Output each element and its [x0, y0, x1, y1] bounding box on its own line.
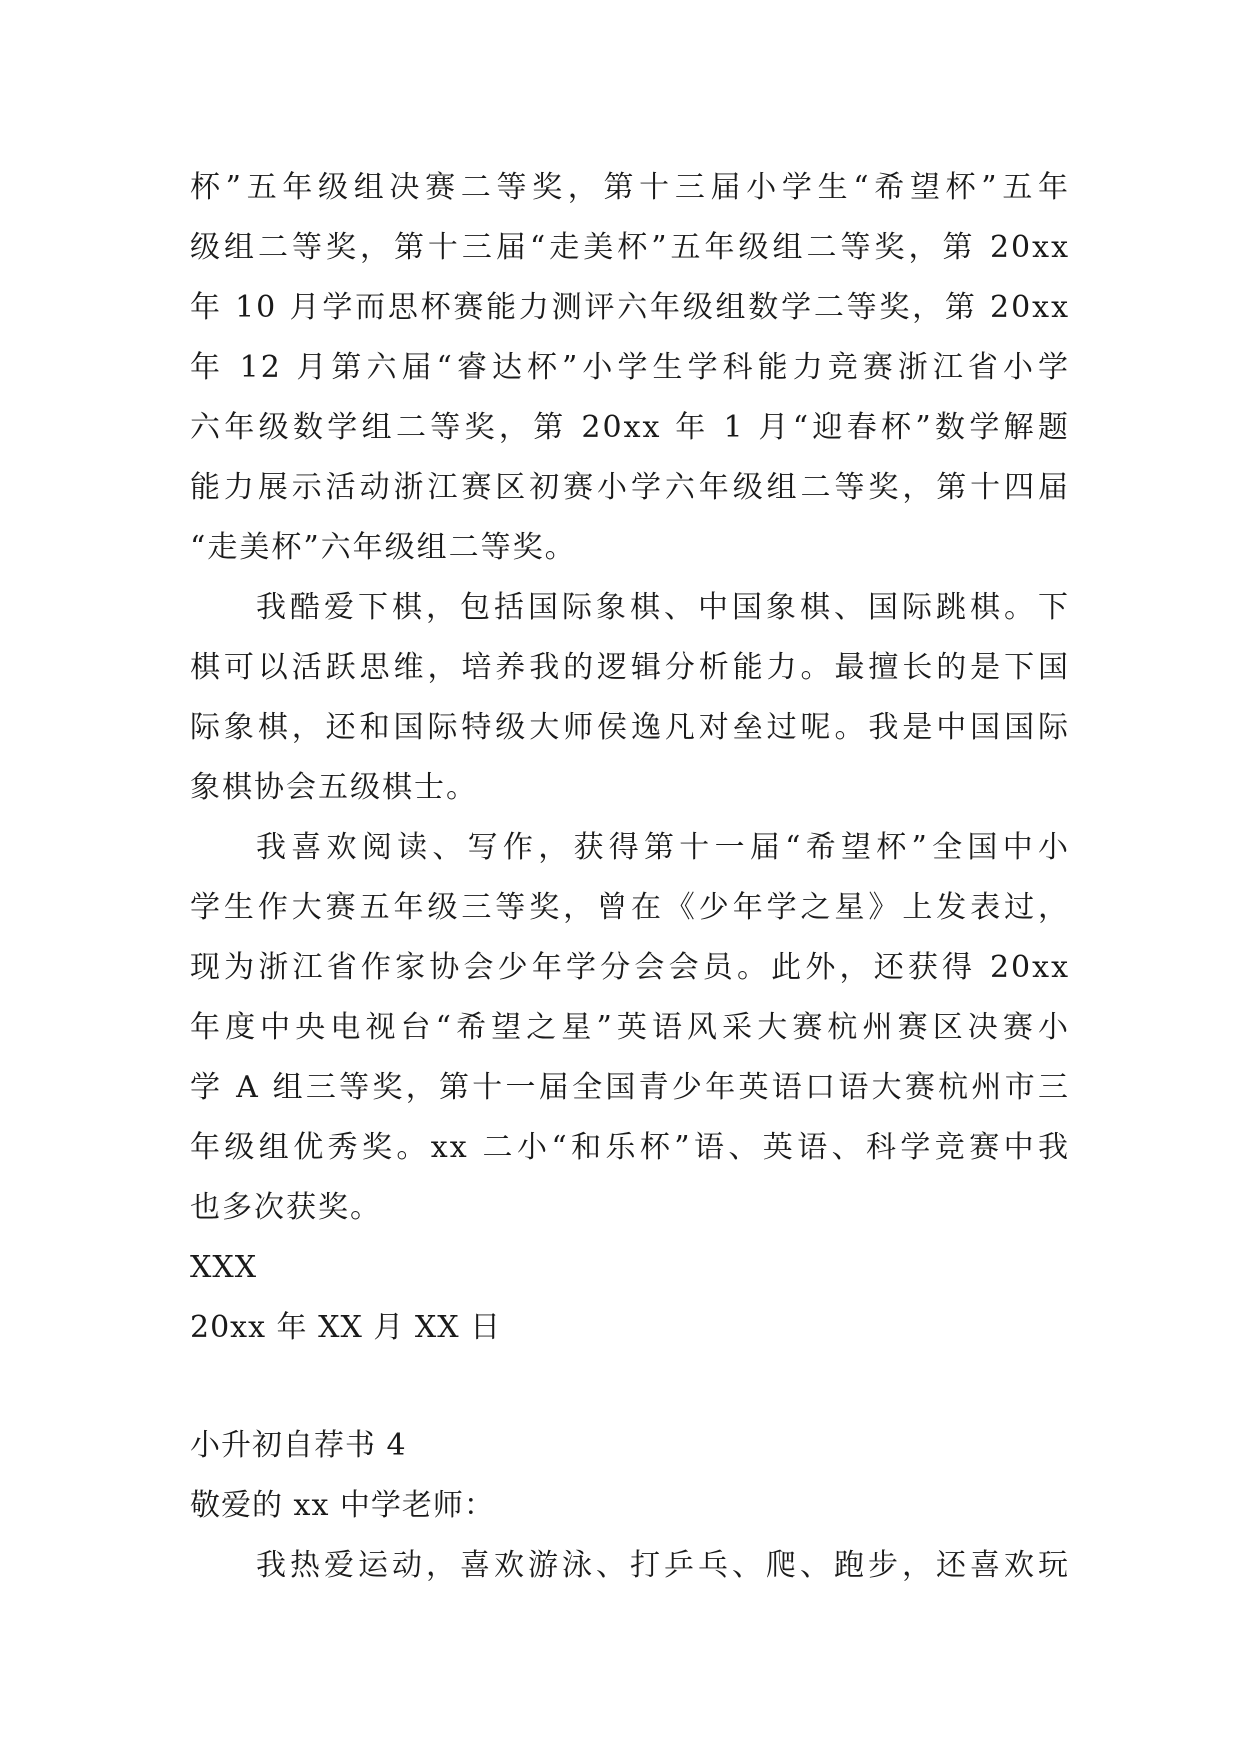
- text-line: 年 10 月学而思杯赛能力测评六年级组数学二等奖，第 20xx: [190, 290, 1070, 325]
- text-line: 能力展示活动浙江赛区初赛小学六年级组二等奖，第十四届: [190, 470, 1070, 505]
- text-line: 我喜欢阅读、写作，获得第十一届“希望杯”全国中小: [256, 830, 1070, 865]
- paragraph-reading-writing: [190, 818, 1070, 1238]
- paragraph-awards-math: [190, 158, 1070, 578]
- text-line: 六年级数学组二等奖，第 20xx 年 1 月“迎春杯”数学解题: [190, 410, 1070, 445]
- text-line: 我酷爱下棋，包括国际象棋、中国象棋、国际跳棋。下: [256, 590, 1070, 625]
- text-line: 现为浙江省作家协会少年学分会会员。此外，还获得 20xx: [190, 950, 1070, 985]
- document-page: [190, 158, 1070, 1596]
- salutation: 敬爱的 xx 中学老师：: [190, 1488, 495, 1523]
- paragraph-chess: [190, 578, 1070, 818]
- text-line: 也多次获奖。: [190, 1190, 382, 1225]
- text-line: 学 A 组三等奖，第十一届全国青少年英语口语大赛杭州市三: [190, 1070, 1070, 1105]
- paragraph-sports: [190, 1536, 1070, 1596]
- text-line: 际象棋，还和国际特级大师侯逸凡对垒过呢。我是中国国际: [190, 710, 1070, 745]
- text-line: 我热爱运动，喜欢游泳、打乒乓、爬、跑步，还喜欢玩: [256, 1548, 1070, 1583]
- text-line: “走美杯”六年级组二等奖。: [190, 530, 577, 565]
- text-line: 象棋协会五级棋士。: [190, 770, 478, 805]
- text-line: 学生作大赛五年级三等奖，曾在《少年学之星》上发表过，: [190, 890, 1070, 925]
- signature: XXX: [190, 1250, 258, 1285]
- text-line: 级组二等奖，第十三届“走美杯”五年级组二等奖，第 20xx: [190, 230, 1070, 265]
- section-title: 小升初自荐书 4: [190, 1428, 407, 1463]
- text-line: 杯”五年级组决赛二等奖，第十三届小学生“希望杯”五年: [190, 170, 1070, 205]
- text-line: 年度中央电视台“希望之星”英语风采大赛杭州赛区决赛小: [190, 1010, 1070, 1045]
- text-line: 棋可以活跃思维，培养我的逻辑分析能力。最擅长的是下国: [190, 650, 1070, 685]
- date: 20xx 年 XX 月 XX 日: [190, 1310, 502, 1345]
- blank-gap: [190, 1358, 1070, 1416]
- text-line: 年 12 月第六届“睿达杯”小学生学科能力竞赛浙江省小学: [190, 350, 1070, 385]
- text-line: 年级组优秀奖。xx 二小“和乐杯”语、英语、科学竞赛中我: [190, 1130, 1070, 1165]
